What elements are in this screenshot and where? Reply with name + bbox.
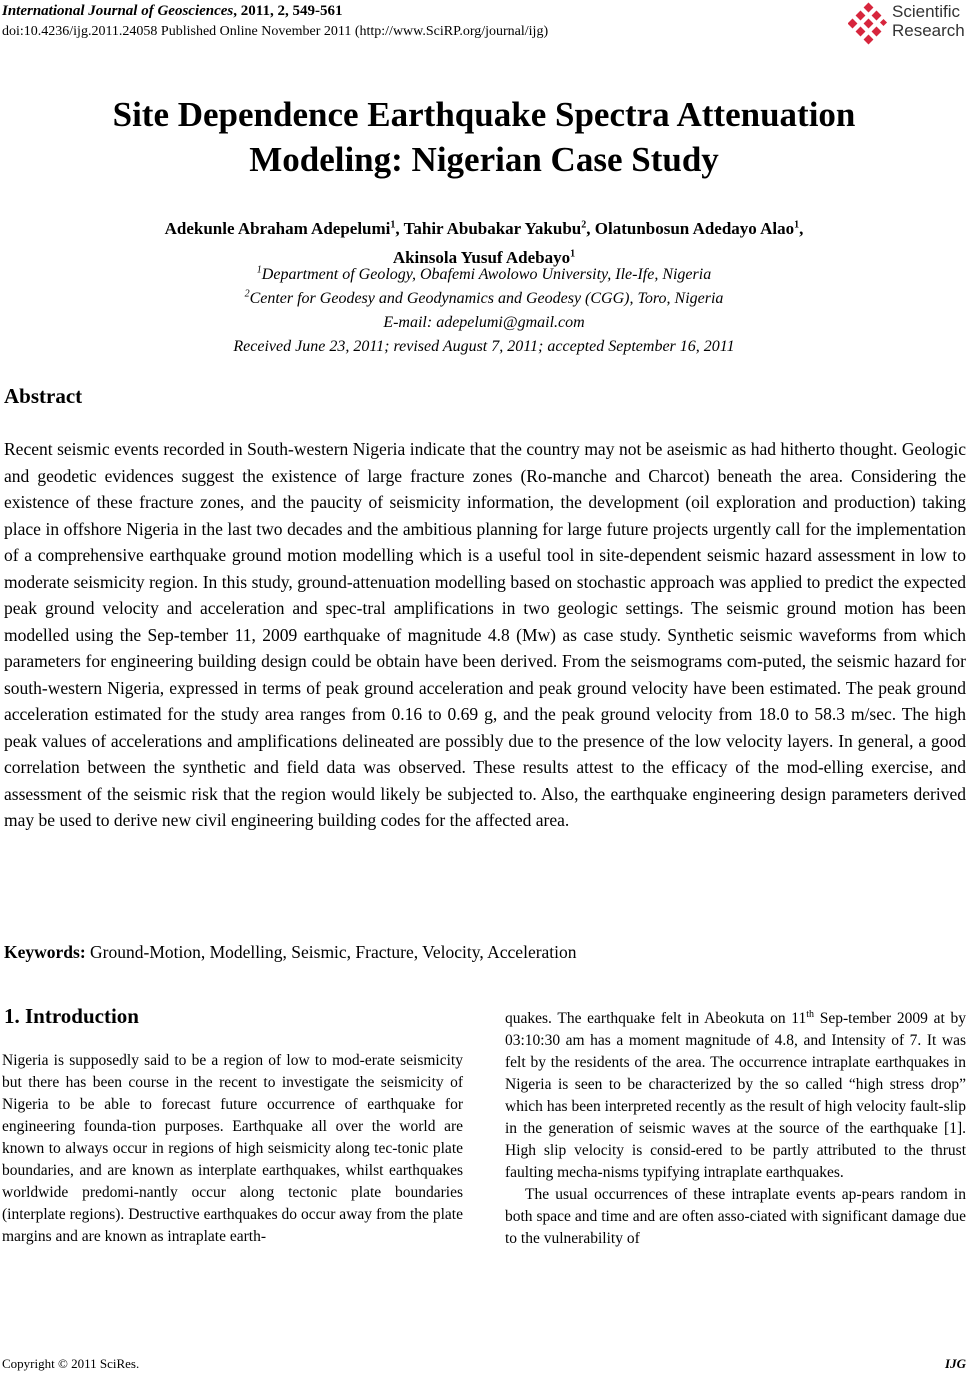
logo-line-1: Scientific	[892, 2, 961, 21]
author-list: Adekunle Abraham Adepelumi$^1$, Tahir Abubakar Yakubu$^2$, Olatunbosun Adedayo Alao$^1$, Akinsola Yusuf Adebayo$^1$	[164, 219, 804, 267]
paper-title	[0, 92, 968, 182]
author-3: , Olatunbosun Adedayo Alao	[586, 219, 795, 238]
abstract-heading: Abstract	[4, 384, 83, 408]
journal-header	[2, 3, 342, 20]
logo-text	[892, 2, 965, 40]
intro-paragraph-2: The usual occurrences of these intraplate events ap-pears random in both space and time and are often asso-ciated with significant damage due to the vulnerability of	[505, 1186, 966, 1247]
author-1: Adekunle Abraham Adepelumi	[164, 219, 391, 238]
title-line-2: Modeling: Nigerian Case Study	[249, 140, 719, 179]
intro-heading: 1. Introduction	[4, 1004, 139, 1028]
abstract-text: Recent seismic events recorded in South-western Nigeria indicate that the country may not be aseismic as had hitherto thought. Geologic and geodetic evidences suggest the existence of large fracture zones (Ro-manche and Charcot) beneath the area. Considering the existence of these fracture zones, and the paucity of seismicity information, the development (oil exploration and production) taking place in offshore Nigeria in the last two decades and the ambitious planning for large future projects urgently call for the implementation of a comprehensive earthquake ground motion modelling which is a useful tool in site-dependent seismic hazard assessment in low to moderate seismicity region. In this study, ground-attenuation modelling based on stochastic approach was applied to predict the expected peak ground velocity and acceleration and spec-tral amplifications in two geologic settings. The seismic ground motion has been modelled using the Sep-tember 11, 2009 earthquake of magnitude 4.8 (Mw) as case study. Synthetic seismic waveforms from which parameters for engineering building design could be obtain have been derived. From the seismograms com-puted, the seismic hazard for south-western Nigeria, expressed in terms of peak ground acceleration and peak ground velocity have been estimated. The peak ground acceleration estimated for the study area ranges from 0.16 to 0.69 g, and the peak ground velocity from 18.0 to 58.3 m/sec. The high peak values of accelerations and amplifications delineated are possibly due to the presence of the low velocity layers. In general, a good correlation between the synthetic and field data was observed. These results attest to the efficacy of the mod-elling exercise, and assessment of the seismic risk that the region would likely be subjected to. Also, the earthquake engineering design parameters derived may be used to derive new civil engineering building codes for the affected area.	[4, 439, 966, 830]
author-4: Akinsola Yusuf Adebayo	[392, 248, 571, 267]
logo-line-2: Research	[892, 21, 965, 40]
keywords-list: Ground-Motion, Modelling, Seismic, Fracture, Velocity, Acceleration	[85, 942, 577, 962]
left-column-text	[2, 1050, 463, 1248]
intro-paragraph-1: Nigeria is supposedly said to be a region of low to mod-erate seismicity but there has been course in the recent to investigate the seismicity of Nigeria to be able to forecast future occurrence of earthquake for engineering founda-tion purposes. Earthquake all over the world are known to always occur in regions of high seismicity along tec-tonic plate boundaries, and are known as interplate earthquakes, whilst earthquakes worldwide predomi-nantly occur along tectonic plate boundaries (interplate regions). Destructive earthquakes do occur away from the plate margins and are known as intraplate earth-	[2, 1052, 463, 1245]
title-line-1: Site Dependence Earthquake Spectra Attenuation	[112, 95, 856, 134]
email-address[interactable]: : adepelumi@gmail.com	[426, 314, 585, 331]
affiliation-1: $^1$Department of Geology, Obafemi Awolowo University, Ile-Ife, Nigeria	[256, 264, 712, 283]
doi-line: doi:10.4236/ijg.2011.24058 Published Online November 2011 (http://www.SciRP.org/journal/ijg)	[2, 24, 549, 39]
intro-paragraph-continued: quakes. The earthquake felt in Abeokuta on 11th Sep-tember 2009 at by 03:10:30 am has a moment magnitude of 4.8, and Intensity of 7. It was felt by the residents of the area. The occurrence intraplate earthquakes in Nigeria is seen to be characterized by the so called “high stress drop” which has been interpreted recently as the result of high velocity fault-slip in the generation of seismic waves at the source of the earthquake [1]. High slip velocity is consid-ered to be partly attributed to the thrust faulting mecha-nisms typifying intraplate earthquakes.	[505, 1008, 966, 1181]
keywords-label: Keywords:	[4, 942, 86, 962]
keywords	[4, 942, 577, 963]
journal-volume: , 2011, 2, 549-561	[233, 3, 343, 19]
author-2: , Tahir Abubakar Yakubu	[395, 219, 582, 238]
journal-abbreviation: IJG	[945, 1356, 966, 1371]
affiliation-2: $^2$Center for Geodesy and Geodynamics and Geodesy (CGG), Toro, Nigeria	[244, 288, 724, 307]
email-line: E-mail: adepelumi@gmail.com	[383, 314, 585, 331]
right-column-text	[505, 1008, 966, 1250]
copyright-footer: Copyright © 2011 SciRes.	[2, 1356, 140, 1371]
publisher-logo	[848, 2, 966, 46]
logo-diamond-icon	[848, 2, 888, 46]
received-dates: Received June 23, 2011; revised August 7, 2011; accepted September 16, 2011	[233, 338, 735, 355]
journal-name: International Journal of Geosciences	[2, 3, 234, 19]
